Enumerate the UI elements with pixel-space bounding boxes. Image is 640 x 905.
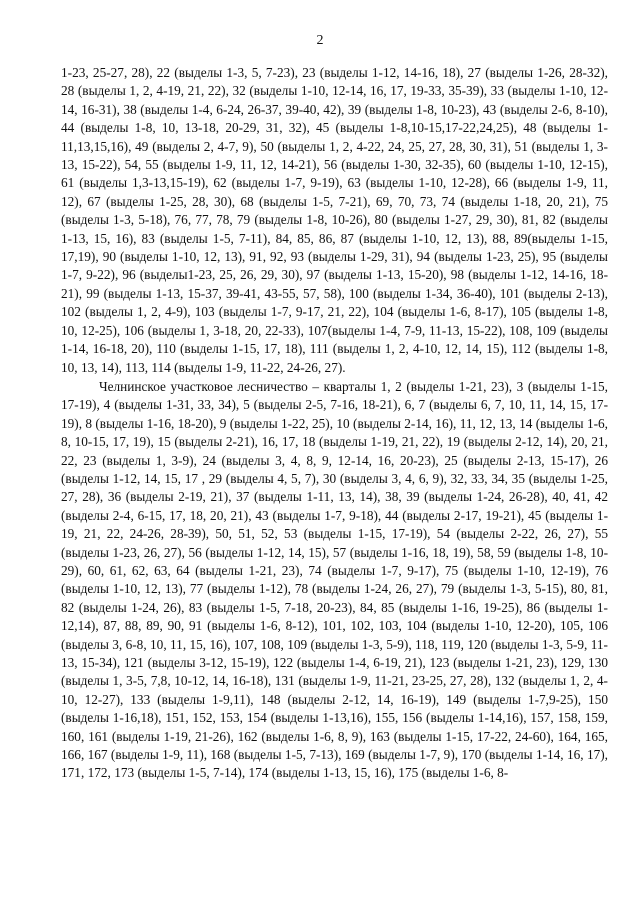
document-body bbox=[61, 64, 608, 783]
paragraph-quarter-list-continued: 1-23, 25-27, 28), 22 (выделы 1-3, 5, 7-23), 23 (выделы 1-12, 14-16, 18), 27 (выделы 1-26, 28-32), 28 (выделы 1, 2, 4-19, 21, 22), 32 (выделы 1-10, 12-14, 16, 17, 19-33, 35-39), 33 (выделы 1-10, 12-14, 16-31), 38 (выделы 1-4, 6-24, 26-37, 39-40, 42), 39 (выделы 1-8, 10-23), 43 (выделы 2-6, 8-10), 44 (выделы 1-8, 10, 13-18, 20-29, 31, 32), 45 (выделы 1-8,10-15,17-22,24,25), 48 (выделы 1-11,13,15,16), 49 (выделы 2, 4-7, 9), 50 (выделы 1, 2, 4-22, 24, 25, 27, 28, 30, 31), 51 (выделы 1, 3-13, 15-22), 54, 55 (выделы 1-9, 11, 12, 14-21), 56 (выделы 1-30, 32-35), 60 (выделы 1-10, 12-15), 61 (выделы 1,3-13,15-19), 62 (выделы 1-7, 9-19), 63 (выделы 1-10, 12-28), 66 (выделы 1-9, 11, 12), 67 (выделы 1-25, 28, 30), 68 (выделы 1-5, 7-21), 69, 70, 73, 74 (выделы 1-18, 20, 21), 75 (выделы 1-3, 5-18), 76, 77, 78, 79 (выделы 1-8, 10-26), 80 (выделы 1-27, 29, 30), 81, 82 (выделы 1-13, 15, 16), 83 (выделы 1-5, 7-11), 84, 85, 86, 87 (выделы 1-10, 12, 13), 88, 89(выделы 1-15, 17,19), 90 (выделы 1-10, 12, 13), 91, 92, 93 (выделы 1-29, 31), 94 (выделы 1-23, 25), 95 (выделы 1-7, 9-22), 96 (выделы1-23, 25, 26, 29, 30), 97 (выделы 1-13, 15-20), 98 (выделы 1-12, 14-16, 18-21), 99 (выделы 1-13, 15-37, 39-41, 43-55, 57, 58), 100 (выделы 1-34, 36-40), 101 (выделы 2-13), 102 (выделы 1, 2, 4-9), 103 (выделы 1-7, 9-17, 21, 22), 104 (выделы 1-6, 8-17), 105 (выделы 1-8, 10, 12-25), 106 (выделы 1, 3-18, 20, 22-33), 107(выделы 1-4, 7-9, 11-13, 15-22), 108, 109 (выделы 1-14, 16-18, 20), 110 (выделы 1-15, 17, 18), 111 (выделы 1, 2, 4-10, 12, 14, 15), 112 (выделы 1-8, 10, 13, 14), 113, 114 (выделы 1-9, 11-22, 24-26, 27). bbox=[61, 65, 608, 375]
page-number: 2 bbox=[316, 33, 324, 48]
paragraph-chelninskoe-forestry: Челнинское участковое лесничество – кварталы 1, 2 (выделы 1-21, 23), 3 (выделы 1-15, 17-19), 4 (выделы 1-31, 33, 34), 5 (выделы 2-5, 7-16, 18-21), 6, 7 (выделы 6, 7, 10, 11, 14, 15, 17-19), 8 (выделы 1-16, 18-20), 9 (выделы 1-22, 25), 10 (выделы 2-14, 16), 11, 12, 13, 14 (выделы 1-6, 8, 10-15, 17, 19), 15 (выделы 2-21), 16, 17, 18 (выделы 1-19, 21, 22), 19 (выделы 2-12, 14), 20, 21, 22, 23 (выделы 1, 3-9), 24 (выделы 3, 4, 8, 9, 12-14, 16, 20-23), 25 (выделы 2-13, 15-17), 26 (выделы 1-12, 14, 15, 17 , 29 (выделы 4, 5, 7), 30 (выделы 3, 4, 6, 9), 32, 33, 34, 35 (выделы 1-25, 27, 28), 36 (выделы 2-19, 21), 37 (выделы 1-11, 13, 14), 38, 39 (выделы 1-24, 26-28), 40, 41, 42 (выделы 2-4, 6-15, 17, 18, 20, 21), 43 (выделы 1-7, 9-18), 44 (выделы 2-17, 19-21), 45 (выделы 1-19, 21, 22, 24-26, 28-39), 50, 51, 52, 53 (выделы 1-15, 17-19), 54 (выделы 2-22, 26, 27), 55 (выделы 1-23, 26, 27), 56 (выделы 1-12, 14, 15), 57 (выделы 1-16, 18, 19), 58, 59 (выделы 1-8, 10-29), 60, 61, 62, 63, 64 (выделы 1-21, 23), 74 (выделы 1-7, 9-17), 75 (выделы 1-10, 12-19), 76 (выделы 1-10, 12, 13), 77 (выделы 1-12), 78 (выделы 1-24, 26, 27), 79 (выделы 1-3, 5-15), 80, 81, 82 (выделы 1-24, 26), 83 (выделы 1-5, 7-18, 20-23), 84, 85 (выделы 1-16, 19-25), 86 (выделы 1-12,14), 87, 88, 89, 90, 91 (выделы 1-6, 8-12), 101, 102, 103, 104 (выделы 1-10, 12-20), 105, 106 (выделы 3, 6-8, 10, 11, 15, 16), 107, 108, 109 (выделы 1-3, 5-9), 118, 119, 120 (выделы 1-3, 5-9, 11-13, 15-34), 121 (выделы 3-12, 15-19), 122 (выделы 1-4, 6-19, 21), 123 (выделы 1-21, 23), 129, 130 (выделы 1, 3-5, 7,8, 10-12, 14, 16-18), 131 (выделы 1-9, 11-21, 23-25, 27, 28), 132 (выделы 1, 2, 4-10, 12-27), 133 (выделы 1-9,11), 148 (выделы 2-12, 14, 16-19), 149 (выделы 1-7,9-25), 150 (выделы 1-16,18), 151, 152, 153, 154 (выделы 1-13,16), 155, 156 (выделы 1-14,16), 157, 158, 159, 160, 161 (выделы 1-19, 21-26), 162 (выделы 1-6, 8, 9), 163 (выделы 1-15, 17-22, 24-60), 164, 165, 166, 167 (выделы 1-9, 11), 168 (выделы 1-5, 7-13), 169 (выделы 1-7, 9), 170 (выделы 1-14, 16, 17), 171, 172, 173 (выделы 1-5, 7-14), 174 (выделы 1-13, 15, 16), 175 (выделы 1-6, 8- bbox=[61, 378, 608, 781]
